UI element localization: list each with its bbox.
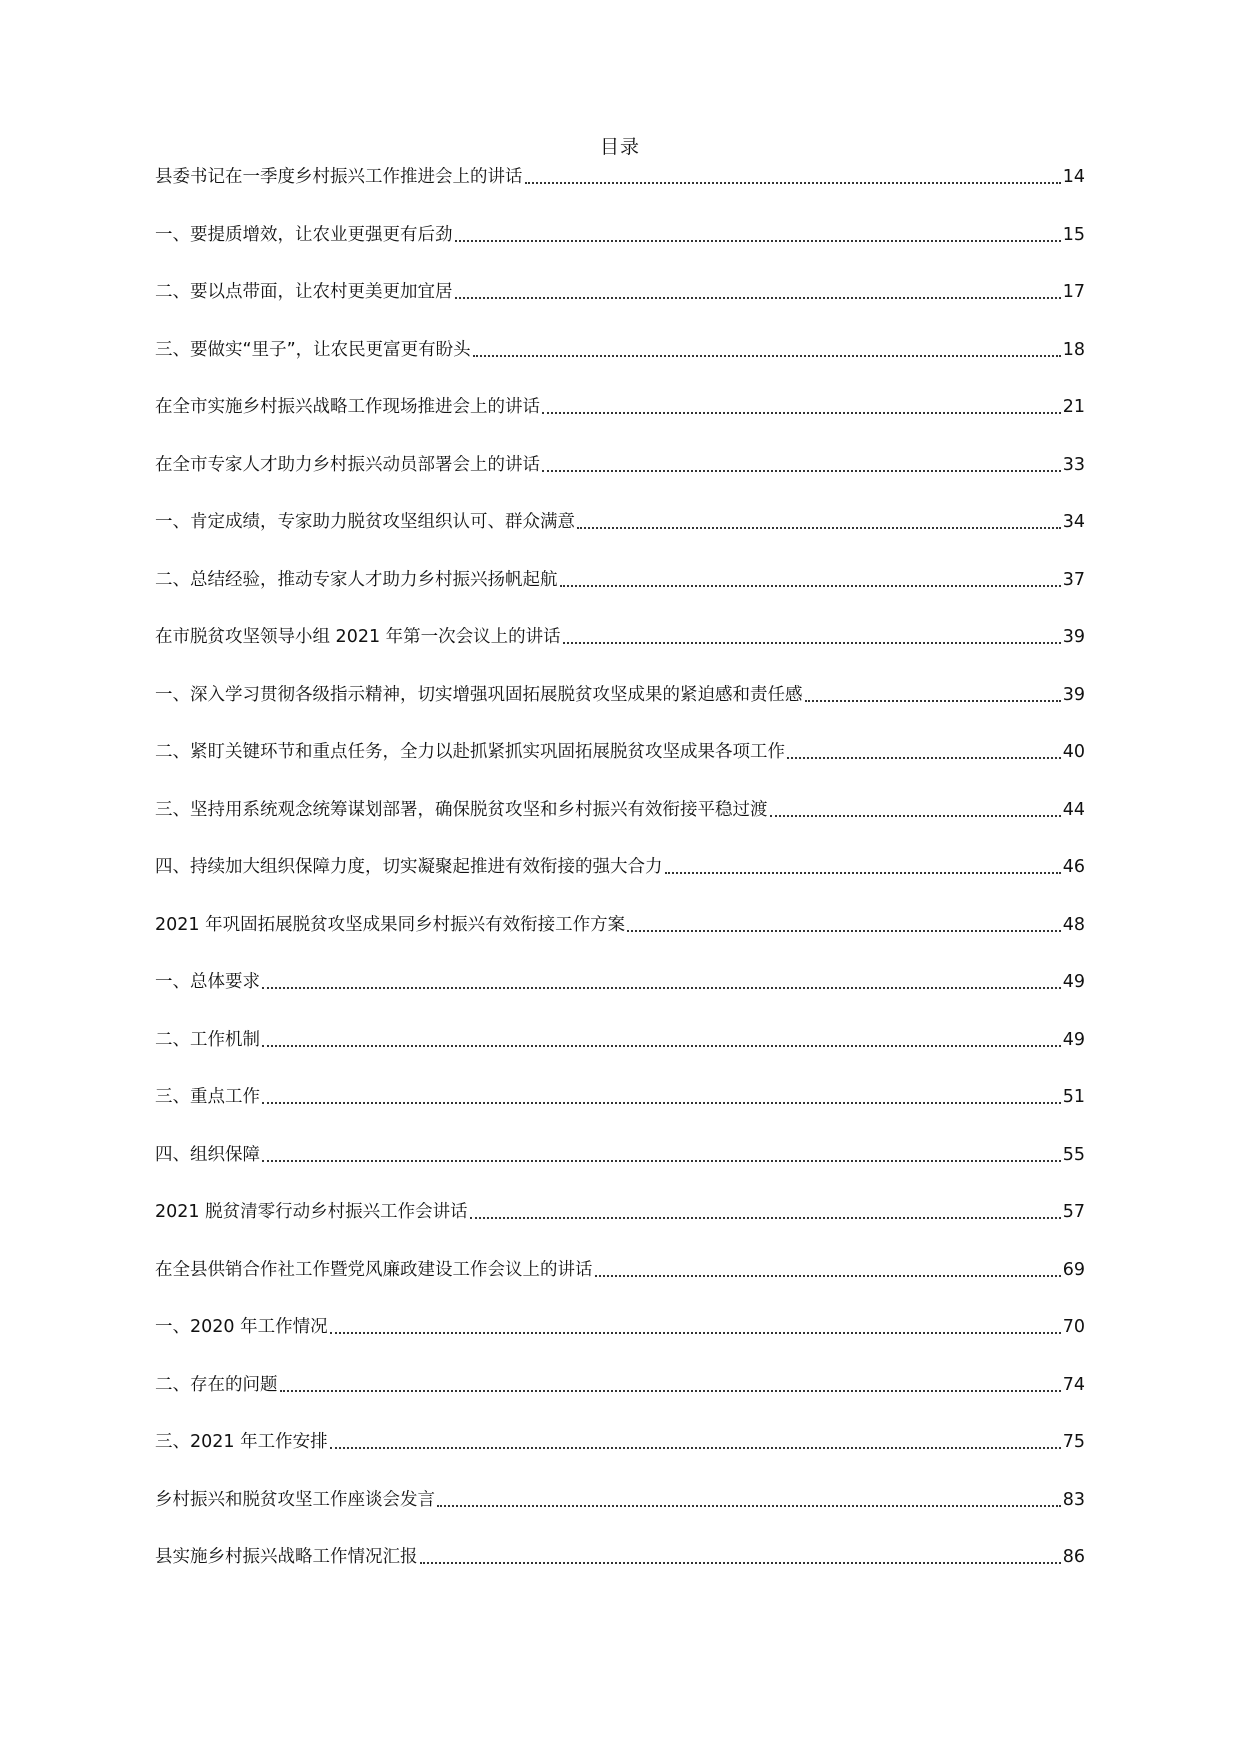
toc-entry[interactable] [155, 190, 1085, 248]
dot-leader [577, 526, 1061, 529]
toc-entry-text: 二、工作机制 [155, 1029, 260, 1050]
dot-leader [437, 1504, 1061, 1507]
toc-entry-text: 一、肯定成绩，专家助力脱贫攻坚组织认可、群众满意 [155, 512, 575, 532]
toc-page-number: 55 [1062, 1144, 1085, 1165]
toc-entry-text: 二、总结经验，推动专家人才助力乡村振兴扬帆起航 [155, 569, 558, 590]
toc-entry-text: 二、紧盯关键环节和重点任务，全力以赴抓紧抓实巩固拓展脱贫攻坚成果各项工作 [155, 742, 785, 762]
toc-entry[interactable] [155, 1225, 1085, 1283]
toc-page-number: 18 [1062, 339, 1085, 360]
toc-title: 目录 [599, 136, 640, 158]
toc-entry-text: 在全县供销合作社工作暨党风廉政建设工作会议上的讲话 [155, 1259, 593, 1280]
toc-entry[interactable] [155, 305, 1085, 363]
toc-page-number: 39 [1062, 684, 1085, 705]
dot-leader [280, 1389, 1061, 1392]
toc-entry-text: 二、存在的问题 [155, 1374, 278, 1395]
dot-leader [542, 469, 1061, 472]
toc-entry[interactable] [155, 162, 1085, 190]
dot-leader [560, 584, 1061, 587]
dot-leader [455, 296, 1061, 299]
dot-leader [262, 986, 1061, 989]
toc-page-number: 21 [1062, 397, 1085, 417]
toc-entry[interactable] [155, 1455, 1085, 1513]
dot-leader [627, 929, 1061, 932]
toc-list [155, 162, 1085, 1570]
dot-leader [805, 699, 1061, 702]
toc-page-number: 39 [1062, 627, 1085, 647]
toc-entry[interactable] [155, 1168, 1085, 1226]
toc-page-number: 44 [1062, 799, 1085, 820]
toc-entry-text: 三、2021 年工作安排 [155, 1432, 328, 1452]
toc-entry-text: 三、要做实“里子”，让农民更富更有盼头 [155, 339, 471, 360]
toc-entry[interactable] [155, 420, 1085, 478]
toc-entry-text: 四、组织保障 [155, 1144, 260, 1165]
dot-leader [262, 1101, 1061, 1104]
toc-page-number: 34 [1062, 512, 1085, 532]
toc-page-number: 15 [1062, 224, 1085, 245]
toc-page-number: 70 [1062, 1317, 1085, 1337]
toc-entry[interactable] [155, 1053, 1085, 1111]
toc-page-number: 69 [1062, 1259, 1085, 1280]
toc-entry[interactable] [155, 363, 1085, 421]
toc-entry[interactable] [155, 1283, 1085, 1341]
toc-entry-text: 县实施乡村振兴战略工作情况汇报 [155, 1547, 418, 1567]
toc-page-number: 37 [1062, 569, 1085, 590]
dot-leader [770, 814, 1061, 817]
toc-entry-text: 一、要提质增效，让农业更强更有后劲 [155, 224, 453, 245]
dot-leader [470, 1216, 1061, 1219]
toc-page-number: 46 [1062, 857, 1085, 877]
toc-entry[interactable] [155, 1398, 1085, 1456]
toc-page-number: 33 [1062, 454, 1085, 475]
toc-entry-text: 一、深入学习贯彻各级指示精神，切实增强巩固拓展脱贫攻坚成果的紧迫感和责任感 [155, 684, 803, 705]
dot-leader [330, 1446, 1061, 1449]
toc-entry[interactable] [155, 1110, 1085, 1168]
toc-entry[interactable] [155, 765, 1085, 823]
toc-entry-text: 在全市专家人才助力乡村振兴动员部署会上的讲话 [155, 454, 540, 475]
dot-leader [455, 239, 1061, 242]
toc-entry-text: 乡村振兴和脱贫攻坚工作座谈会发言 [155, 1489, 435, 1510]
toc-entry[interactable] [155, 593, 1085, 651]
toc-entry-text: 三、坚持用系统观念统筹谋划部署，确保脱贫攻坚和乡村振兴有效衔接平稳过渡 [155, 799, 768, 820]
toc-entry[interactable] [155, 880, 1085, 938]
toc-page-number: 83 [1062, 1489, 1085, 1510]
toc-entry[interactable] [155, 823, 1085, 881]
toc-entry-text: 在市脱贫攻坚领导小组 2021 年第一次会议上的讲话 [155, 627, 561, 647]
toc-entry[interactable] [155, 535, 1085, 593]
dot-leader [262, 1159, 1061, 1162]
toc-page-number: 14 [1062, 167, 1085, 187]
toc-entry[interactable] [155, 995, 1085, 1053]
toc-page-number: 49 [1062, 1029, 1085, 1050]
toc-entry[interactable] [155, 708, 1085, 766]
toc-entry[interactable] [155, 1513, 1085, 1571]
toc-entry[interactable] [155, 1340, 1085, 1398]
toc-entry-text: 2021 年巩固拓展脱贫攻坚成果同乡村振兴有效衔接工作方案 [155, 914, 626, 935]
dot-leader [595, 1274, 1061, 1277]
dot-leader [542, 411, 1061, 414]
dot-leader [262, 1044, 1061, 1047]
dot-leader [420, 1561, 1061, 1564]
toc-entry[interactable] [155, 478, 1085, 536]
toc-page-number: 40 [1062, 742, 1085, 762]
toc-page-number: 86 [1062, 1547, 1085, 1567]
toc-page-number: 48 [1062, 914, 1085, 935]
toc-page-number: 51 [1062, 1087, 1085, 1107]
dot-leader [473, 354, 1061, 357]
toc-entry-text: 在全市实施乡村振兴战略工作现场推进会上的讲话 [155, 397, 540, 417]
toc-entry-text: 四、持续加大组织保障力度，切实凝聚起推进有效衔接的强大合力 [155, 857, 663, 877]
toc-page-number: 75 [1062, 1432, 1085, 1452]
toc-page-number: 74 [1062, 1374, 1085, 1395]
toc-entry[interactable] [155, 938, 1085, 996]
toc-page-number: 49 [1062, 972, 1085, 992]
dot-leader [787, 756, 1061, 759]
toc-entry-text: 三、重点工作 [155, 1087, 260, 1107]
dot-leader [330, 1331, 1061, 1334]
toc-entry-text: 县委书记在一季度乡村振兴工作推进会上的讲话 [155, 167, 523, 187]
toc-entry-text: 二、要以点带面，让农村更美更加宜居 [155, 282, 453, 302]
toc-entry-text: 一、总体要求 [155, 972, 260, 992]
toc-entry[interactable] [155, 650, 1085, 708]
dot-leader [525, 181, 1061, 184]
toc-entry-text: 2021 脱贫清零行动乡村振兴工作会讲话 [155, 1202, 468, 1222]
toc-page-number: 17 [1062, 282, 1085, 302]
toc-page-number: 57 [1062, 1202, 1085, 1222]
dot-leader [665, 871, 1061, 874]
dot-leader [563, 641, 1061, 644]
toc-entry[interactable] [155, 248, 1085, 306]
toc-entry-text: 一、2020 年工作情况 [155, 1317, 328, 1337]
